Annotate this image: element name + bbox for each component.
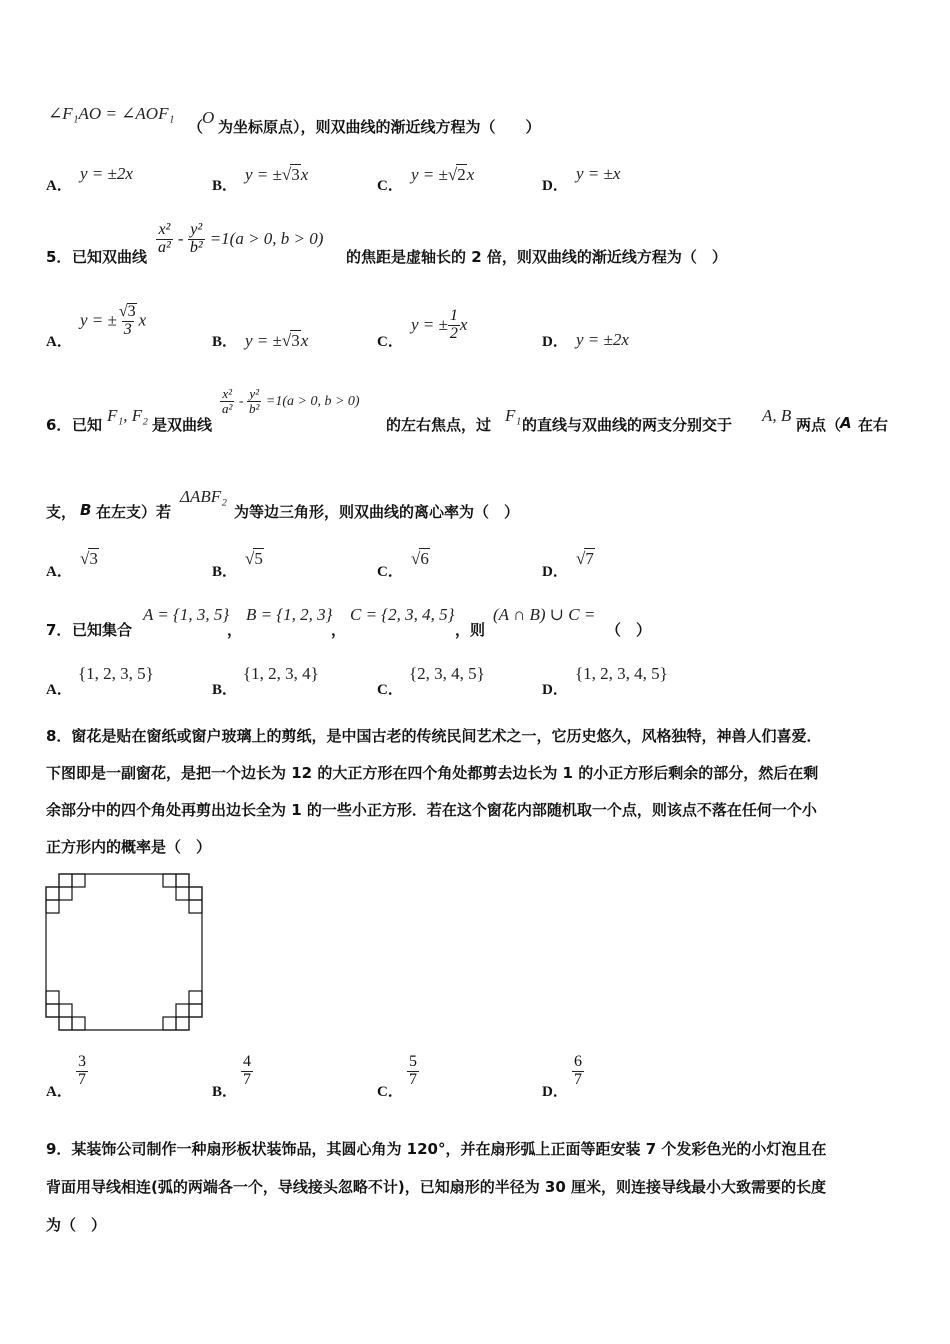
q9-line-1: 9．某装饰公司制作一种扇形板状装饰品，其圆心角为 120°，并在扇形弧上正面等距安装 7 个发彩色光的小灯泡且在 <box>46 1140 827 1158</box>
q7-option-c-value: {2, 3, 4, 5} <box>409 664 485 683</box>
q8-line-2: 下图即是一副窗花，是把一个边长为 12 的大正方形在四个角处都剪去边长为 1 的小正方形后剩余的部分，然后在剩 <box>46 764 819 782</box>
q6-option-d-label[interactable]: D． <box>542 564 568 580</box>
q6-text-5: 两点（ <box>796 416 842 434</box>
q6-option-c-label[interactable]: C． <box>377 564 403 580</box>
q4-question-text: 为坐标原点），则双曲线的渐近线方程为（ ） <box>218 118 541 136</box>
q8-option-d-value: $\frac{6}{7}$ <box>574 1053 582 1088</box>
q7-option-d-value: {1, 2, 3, 4, 5} <box>575 664 668 683</box>
q5-option-d-value: y = ±2x <box>576 330 629 349</box>
q6-option-b-label[interactable]: B． <box>212 564 238 580</box>
q5-text-post: 的焦距是虚轴长的 2 倍，则双曲线的渐近线方程为（ ） <box>346 248 727 266</box>
q6-text-3: 的左右焦点，过 <box>386 416 492 434</box>
q7-number: 7． <box>46 621 72 639</box>
q6-text-7: 支， <box>46 503 77 521</box>
q4-option-c-value: y = ±√2x <box>411 165 475 184</box>
q4-option-b-label[interactable]: B． <box>212 178 238 194</box>
q6-text-2: 是双曲线 <box>152 416 213 434</box>
q7-option-a-value: {1, 2, 3, 5} <box>78 664 154 683</box>
q6-option-a-value: √3 <box>80 549 98 568</box>
q7-set-b: B = {1, 2, 3} <box>246 605 333 624</box>
q8-option-d-label[interactable]: D． <box>542 1084 568 1100</box>
q7-option-d-label[interactable]: D． <box>542 682 568 698</box>
q7-option-a-label[interactable]: A． <box>46 682 72 698</box>
q5-text-pre: 已知双曲线 <box>72 248 148 266</box>
q7-option-b-label[interactable]: B． <box>212 682 238 698</box>
q8-option-a-label[interactable]: A． <box>46 1084 72 1100</box>
q8-line-1: 8．窗花是贴在窗纸或窗户玻璃上的剪纸，是中国古老的传统民间艺术之一，它历史悠久，风格独特，神兽人们喜爱． <box>46 727 822 745</box>
q5-option-a-label[interactable]: A． <box>46 334 72 350</box>
q5-option-b-value: y = ±√3x <box>245 331 309 350</box>
q6-hyperbola-equation: $\frac{\text{x²}}{\text{a²}}$ - $\frac{\text{y²}}{\text{b²}}$ =1(a > 0, b > 0) <box>222 386 360 416</box>
q7-comma-1: ， <box>227 621 243 639</box>
q6-a-letter: A <box>840 414 852 432</box>
q6-text-1: 已知 <box>72 416 103 434</box>
q5-option-c-value: y = ± $\frac{1}{2}$ x <box>411 307 468 342</box>
q6-text-9: 为等边三角形，则双曲线的离心率为（ ） <box>234 503 520 521</box>
q6-text-8: 在左支）若 <box>96 503 172 521</box>
q5-option-d-label[interactable]: D． <box>542 334 568 350</box>
q7-set-a: A = {1, 3, 5} <box>143 605 230 624</box>
q6-b-letter: B <box>80 501 92 519</box>
q6-triangle: ΔABF₂ <box>180 487 228 506</box>
q7-text-1: 已知集合 <box>72 621 133 639</box>
q7-option-c-label[interactable]: C． <box>377 682 403 698</box>
q7-expression: (A ∩ B) ∪ C = <box>493 605 596 624</box>
q6-foci: F₁, F₂ <box>107 406 149 425</box>
q8-line-3: 余部分中的四个角处再剪出边长全为 1 的一些小正方形．若在这个窗花内部随机取一个点，则该点不落在任何一个小 <box>46 801 817 819</box>
q8-option-b-label[interactable]: B． <box>212 1084 238 1100</box>
q5-number: 5． <box>46 248 72 266</box>
q6-text-4: 的直线与双曲线的两支分别交于 <box>522 416 733 434</box>
q7-text-2: ，则 <box>455 621 486 639</box>
q9-line-3: 为（ ） <box>46 1216 107 1234</box>
q8-option-a-value: $\frac{3}{7}$ <box>78 1053 86 1088</box>
q4-option-a-label[interactable]: A． <box>46 178 72 194</box>
q6-option-b-value: √5 <box>245 549 263 568</box>
q8-option-c-value: $\frac{5}{7}$ <box>409 1053 417 1088</box>
q8-line-4: 正方形内的概率是（ ） <box>46 838 212 856</box>
q7-comma-2: ， <box>331 621 347 639</box>
q6-option-c-value: √6 <box>411 549 429 568</box>
q4-condition-expr: ∠F₁AO = ∠AOF₁ <box>48 104 175 123</box>
q7-option-b-value: {1, 2, 3, 4} <box>243 664 319 683</box>
q4-option-d-label[interactable]: D． <box>542 178 568 194</box>
q7-set-c: C = {2, 3, 4, 5} <box>350 605 455 624</box>
q5-option-b-label[interactable]: B． <box>212 334 238 350</box>
q6-option-d-value: √7 <box>576 549 594 568</box>
q5-option-a-value: y = ± $\frac{√3}{3}$ x <box>80 303 147 338</box>
q4-option-c-label[interactable]: C． <box>377 178 403 194</box>
q5-condition: =1(a > 0, b > 0) <box>209 228 324 248</box>
q6-option-a-label[interactable]: A． <box>46 564 72 580</box>
q6-f1: F₁ <box>505 406 522 425</box>
q9-line-2: 背面用导线相连(弧的两端各一个，导线接头忽略不计)，已知扇形的半径为 30 厘米，则连接导线最小大致需要的长度 <box>46 1178 827 1196</box>
q7-text-3: （ ） <box>606 621 652 639</box>
q6-number: 6． <box>46 416 72 434</box>
q4-paren-open: （ <box>188 118 204 136</box>
q4-option-a-value: y = ±2x <box>80 164 133 183</box>
q8-option-b-value: $\frac{4}{7}$ <box>243 1053 251 1088</box>
q5-hyperbola-equation: $\frac{\text{x²}}{\text{a²}}$ - $\frac{\text{y²}}{\text{b²}}$ =1(a > 0, b > 0) <box>158 221 324 256</box>
q8-option-c-label[interactable]: C． <box>377 1084 403 1100</box>
q4-option-d-value: y = ±x <box>576 164 621 183</box>
q6-text-6: 在右 <box>858 416 889 434</box>
q6-points-ab: A, B <box>762 406 792 425</box>
q4-origin-symbol: O <box>202 108 215 127</box>
window-flower-figure <box>40 868 212 1036</box>
q6-condition: =1(a > 0, b > 0) <box>265 394 360 410</box>
q5-option-c-label[interactable]: C． <box>377 334 403 350</box>
q4-option-b-value: y = ±√3x <box>245 165 309 184</box>
